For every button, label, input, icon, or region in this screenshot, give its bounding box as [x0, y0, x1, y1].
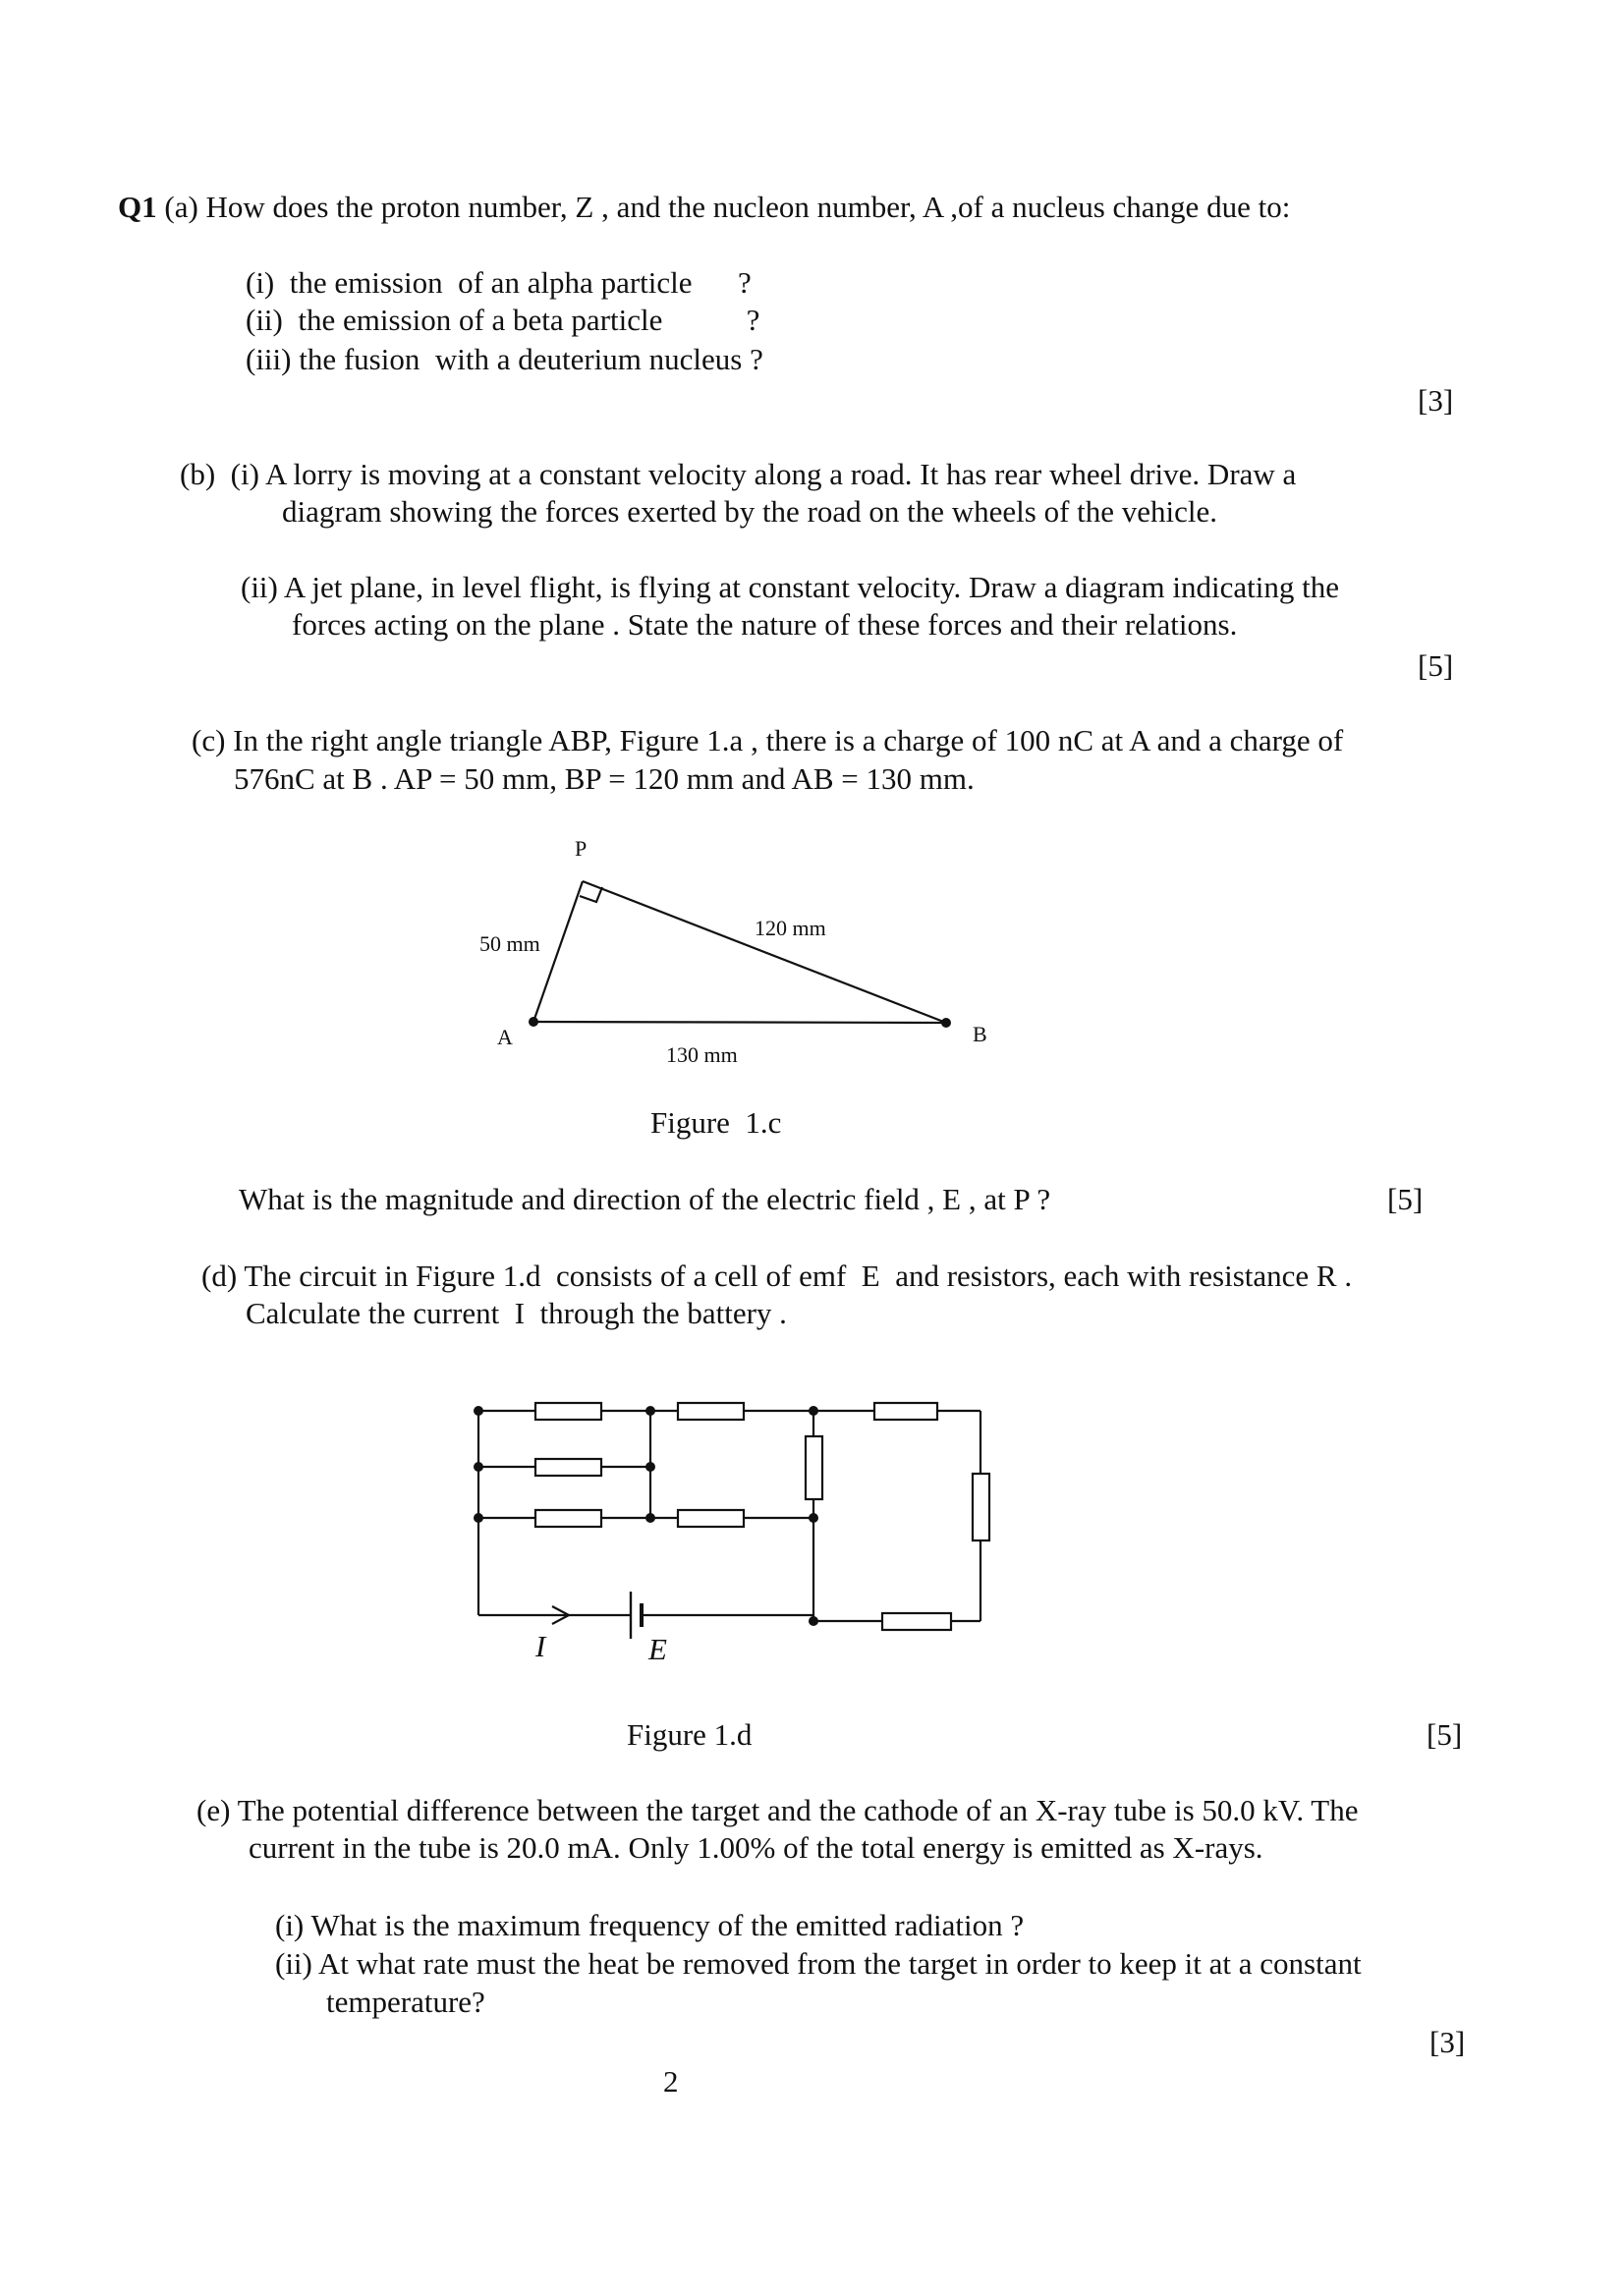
triangle-figure [529, 881, 951, 1028]
resistor [973, 1474, 989, 1540]
label-ap: 50 mm [479, 931, 540, 956]
question-b-i-line-2: diagram showing the forces exerted by the road on the wheels of the vehicle. [282, 494, 1218, 529]
question-b-ii-line-1: (ii) A jet plane, in level flight, is flying at constant velocity. Draw a diagram indicating the [241, 570, 1339, 604]
figure-1c-caption: Figure 1.c [650, 1105, 782, 1140]
resistor [874, 1403, 937, 1420]
side-ab [533, 1022, 946, 1023]
resistor [535, 1403, 601, 1420]
question-b-ii-line-2: forces acting on the plane . State the nature of these forces and their relations. [292, 607, 1238, 642]
label-p: P [575, 836, 588, 861]
resistor [882, 1613, 951, 1630]
junction-dot [474, 1406, 483, 1416]
junction-dot [474, 1462, 483, 1472]
point-b-dot [941, 1018, 951, 1028]
question-e-i: (i) What is the maximum frequency of the emitted radiation ? [275, 1908, 1025, 1942]
right-angle-marker [580, 887, 602, 902]
question-a-text: (a) How does the proton number, Z , and the nucleon number, A ,of a nucleus change due to: [164, 190, 1291, 224]
junction-dot [809, 1406, 818, 1416]
question-a-item-2: (ii) the emission of a beta particle ? [246, 303, 760, 337]
marks-e: [3] [1429, 2025, 1466, 2059]
junction-dot [645, 1513, 655, 1523]
marks-a: [3] [1418, 383, 1454, 418]
page-number: 2 [663, 2064, 679, 2099]
side-pb [583, 881, 946, 1023]
question-e-line-2: current in the tube is 20.0 mA. Only 1.00% of the total energy is emitted as X-rays. [249, 1830, 1263, 1865]
resistor [806, 1436, 822, 1499]
label-emf: E [648, 1632, 667, 1666]
resistor [678, 1510, 744, 1527]
junction-dot [645, 1462, 655, 1472]
question-number: Q1 [118, 190, 157, 224]
junction-dot [645, 1406, 655, 1416]
question-a-item-1: (i) the emission of an alpha particle ? [246, 265, 752, 300]
question-c-line-1: (c) In the right angle triangle ABP, Figure 1.a , there is a charge of 100 nC at A and a charge of [192, 723, 1344, 757]
question-c-line-2: 576nC at B . AP = 50 mm, BP = 120 mm and AB = 130 mm. [234, 761, 975, 796]
question-e-line-1: (e) The potential difference between the target and the cathode of an X-ray tube is 50.0 kV. The [196, 1793, 1359, 1827]
question-a-item-3: (iii) the fusion with a deuterium nucleus ? [246, 342, 763, 376]
question-d-line-2: Calculate the current I through the battery . [246, 1296, 787, 1330]
label-b: B [973, 1022, 987, 1046]
junction-dot [809, 1616, 818, 1626]
junction-dot [474, 1513, 483, 1523]
label-ab: 130 mm [666, 1042, 738, 1067]
marks-c: [5] [1387, 1182, 1424, 1216]
question-b-i-line-1: (b) (i) A lorry is moving at a constant velocity along a road. It has rear wheel drive. Draw a [180, 457, 1297, 491]
figure-1d-caption: Figure 1.d [627, 1717, 753, 1752]
side-ap [533, 881, 583, 1022]
label-current: I [535, 1629, 546, 1663]
resistor [535, 1459, 601, 1476]
resistor [678, 1403, 744, 1420]
point-a-dot [529, 1017, 538, 1027]
junction-dot [809, 1513, 818, 1523]
label-a: A [497, 1025, 513, 1049]
resistor [535, 1510, 601, 1527]
question-e-ii-line-1: (ii) At what rate must the heat be removed from the target in order to keep it at a constant [275, 1946, 1362, 1981]
label-bp: 120 mm [755, 916, 826, 940]
question-d-line-1: (d) The circuit in Figure 1.d consists of a cell of emf E and resistors, each with resistance R . [201, 1259, 1353, 1293]
question-e-ii-line-2: temperature? [326, 1985, 485, 2019]
question-c-question: What is the magnitude and direction of the electric field , E , at P ? [239, 1182, 1051, 1216]
marks-d: [5] [1427, 1717, 1463, 1752]
circuit-figure [474, 1403, 989, 1639]
marks-b: [5] [1418, 648, 1454, 683]
